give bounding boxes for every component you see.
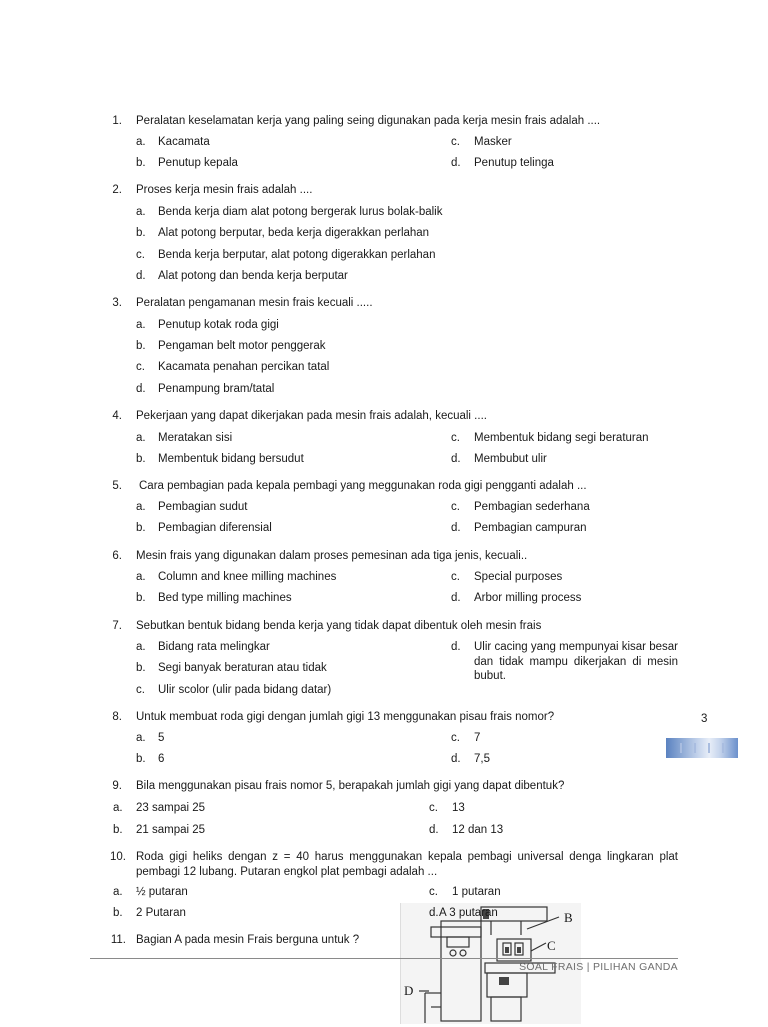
option-letter: c. <box>451 732 460 744</box>
question-number: 1. <box>112 115 122 127</box>
page-tab-decoration <box>666 738 738 758</box>
option-letter: d. <box>451 753 461 765</box>
option-letter: c. <box>451 501 460 513</box>
question-text: Mesin frais yang digunakan dalam proses pemesinan ada tiga jenis, kecuali.. <box>136 550 528 562</box>
option-letter: c. <box>136 249 145 261</box>
option-letter: d. <box>451 157 461 169</box>
option-text: Membentuk bidang bersudut <box>158 453 304 465</box>
option-text: 13 <box>452 802 465 814</box>
option-text: Benda kerja berputar, alat potong digerakkan perlahan <box>158 249 436 261</box>
option-text: Pembagian sudut <box>158 501 248 513</box>
option-text: Pembagian diferensial <box>158 522 272 534</box>
question-number: 5. <box>112 480 122 492</box>
question-number: 2. <box>112 184 122 196</box>
footer-text: SOAL FRAIS | PILIHAN GANDA <box>519 961 678 973</box>
option-text: Segi banyak beraturan atau tidak <box>158 662 327 674</box>
option-text: Meratakan sisi <box>158 432 233 444</box>
option-letter: d. <box>451 453 461 465</box>
question-number: 9. <box>112 780 122 792</box>
option-letter: a. <box>113 802 123 814</box>
option-text: Masker <box>474 136 512 148</box>
question-number: 11. <box>110 934 126 946</box>
option-letter: b. <box>136 753 146 765</box>
option-letter: a. <box>136 571 146 583</box>
option-text: 21 sampai 25 <box>136 824 206 836</box>
option-text: ½ putaran <box>136 886 188 898</box>
question-number: 10. <box>110 851 126 863</box>
option-text: Alat potong berputar, beda kerja digerakkan perlahan <box>158 227 430 239</box>
option-letter: d. <box>451 522 461 534</box>
option-letter: d. <box>136 270 146 282</box>
question-text: Pekerjaan yang dapat dikerjakan pada mesin frais adalah, kecuali .... <box>136 410 487 422</box>
option-text: 12 dan 13 <box>452 824 504 836</box>
question-text: Peralatan keselamatan kerja yang paling seing digunakan pada kerja mesin frais adalah .... <box>136 115 601 127</box>
option-letter: c. <box>429 886 438 898</box>
question-number: 6. <box>112 550 122 562</box>
footer-divider <box>90 958 678 959</box>
option-letter: d. <box>451 592 461 604</box>
question-number: 3. <box>112 297 122 309</box>
option-text: 6 <box>158 753 165 765</box>
option-text: 5 <box>158 732 165 744</box>
option-text: Bidang rata melingkar <box>158 641 270 653</box>
option-letter: b. <box>136 592 146 604</box>
option-letter: d. <box>429 824 439 836</box>
option-text: Benda kerja diam alat potong bergerak lurus bolak-balik <box>158 206 443 218</box>
option-letter: b. <box>136 157 146 169</box>
option-letter: a. <box>136 319 146 331</box>
question-text: Roda gigi heliks dengan z = 40 harus menggunakan kepala pembagi universal denga lingkaran plat pembagi 12 lubang. Putaran engkol plat pembagi adalah ... <box>136 851 678 878</box>
question-text: Bila menggunakan pisau frais nomor 5, berapakah jumlah gigi yang dapat dibentuk? <box>136 780 565 792</box>
option-letter: c. <box>451 432 460 444</box>
option-text: Bed type milling machines <box>158 592 292 604</box>
option-letter: d. <box>136 383 146 395</box>
option-letter: d. <box>451 641 461 653</box>
option-letter: b. <box>113 824 123 836</box>
option-letter: c. <box>451 136 460 148</box>
option-text: Column and knee milling machines <box>158 571 337 583</box>
option-letter: c. <box>136 361 145 373</box>
option-text: A 3 putaran <box>439 907 498 919</box>
option-text: Membubut ulir <box>474 453 547 465</box>
option-text: Penutup kotak roda gigi <box>158 319 279 331</box>
figure-label-d: D <box>404 983 414 998</box>
option-text: Kacamata penahan percikan tatal <box>158 361 330 373</box>
option-text: Membentuk bidang segi beraturan <box>474 432 649 444</box>
option-text: Pembagian campuran <box>474 522 587 534</box>
option-letter: b. <box>113 907 123 919</box>
option-text: Penampung bram/tatal <box>158 383 275 395</box>
option-letter: b. <box>136 662 146 674</box>
option-text: Pembagian sederhana <box>474 501 590 513</box>
option-letter: a. <box>136 641 146 653</box>
option-letter: c. <box>429 802 438 814</box>
option-letter: d. <box>429 907 439 919</box>
question-number: 7. <box>112 620 122 632</box>
option-letter: c. <box>136 684 145 696</box>
question-text: Untuk membuat roda gigi dengan jumlah gigi 13 menggunakan pisau frais nomor? <box>136 711 555 723</box>
option-text: Alat potong dan benda kerja berputar <box>158 270 348 282</box>
option-text: Penutup telinga <box>474 157 554 169</box>
option-letter: a. <box>136 136 146 148</box>
question-number: 4. <box>112 410 122 422</box>
option-text: Arbor milling process <box>474 592 582 604</box>
figure-label-c: C <box>547 938 556 953</box>
option-text: Kacamata <box>158 136 210 148</box>
option-letter: c. <box>451 571 460 583</box>
option-text: 23 sampai 25 <box>136 802 206 814</box>
option-text: Ulir scolor (ulir pada bidang datar) <box>158 684 332 696</box>
option-letter: b. <box>136 522 146 534</box>
option-text: Penutup kepala <box>158 157 238 169</box>
question-text: Cara pembagian pada kepala pembagi yang meggunakan roda gigi pengganti adalah ... <box>139 480 587 492</box>
question-text: Peralatan pengamanan mesin frais kecuali ..... <box>136 297 373 309</box>
option-letter: b. <box>136 340 146 352</box>
option-text: 1 putaran <box>452 886 501 898</box>
question-text: Sebutkan bentuk bidang benda kerja yang tidak dapat dibentuk oleh mesin frais <box>136 620 542 632</box>
option-letter: a. <box>136 501 146 513</box>
option-text: Ulir cacing yang mempunyai kisar besar dan tidak mampu dikerjakan di mesin bubut. <box>474 641 678 682</box>
option-letter: b. <box>136 227 146 239</box>
question-number: 8. <box>112 711 122 723</box>
figure-label-b: B <box>564 910 573 925</box>
question-text: Bagian A pada mesin Frais berguna untuk ? <box>136 934 360 946</box>
option-letter: a. <box>136 206 146 218</box>
option-letter: b. <box>136 453 146 465</box>
option-text: Pengaman belt motor penggerak <box>158 340 326 352</box>
option-letter: a. <box>136 432 146 444</box>
question-text: Proses kerja mesin frais adalah .... <box>136 184 313 196</box>
option-letter: a. <box>113 886 123 898</box>
option-text: 7 <box>474 732 481 744</box>
page-number: 3 <box>701 713 708 725</box>
option-letter: a. <box>136 732 146 744</box>
option-text: 7,5 <box>474 753 490 765</box>
option-text: Special purposes <box>474 571 563 583</box>
option-text: 2 Putaran <box>136 907 186 919</box>
